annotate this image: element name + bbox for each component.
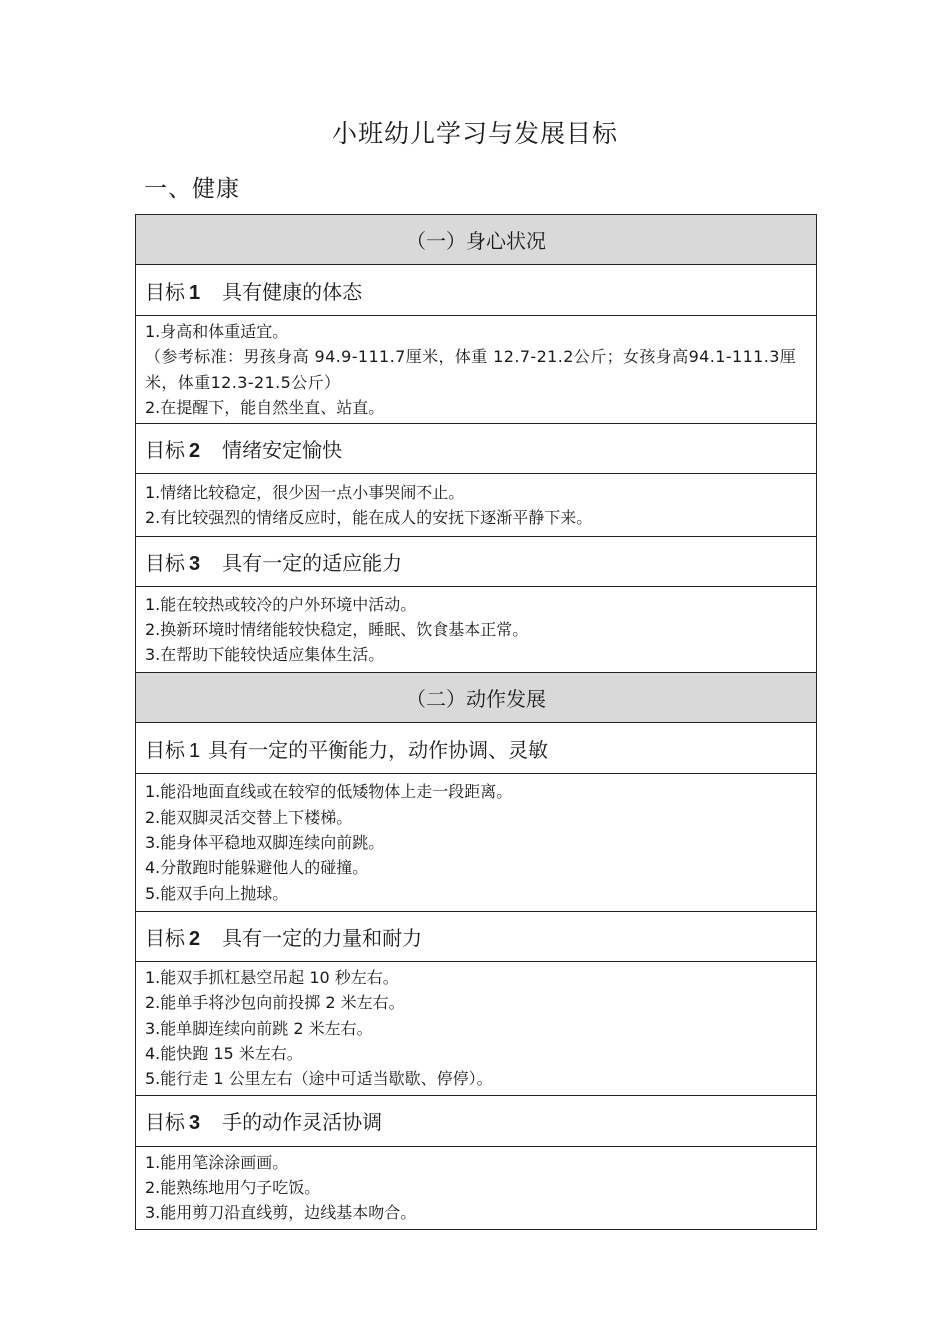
goal-items-row [136, 962, 817, 1095]
goals-table [135, 214, 817, 1230]
goal-prefix: 目标 [145, 438, 185, 463]
goal-item: 4.能快跑 15 米左右。 [145, 1044, 303, 1064]
goal-row [136, 424, 817, 474]
goal-item: 1.情绪比较稳定，很少因一点小事哭闹不止。 [145, 482, 465, 502]
goal-item: 3.在帮助下能较快适应集体生活。 [145, 645, 385, 665]
section-header-row [136, 673, 817, 723]
goal-item: 5.能行走 1 公里左右（途中可适当歇歇、停停）。 [145, 1069, 493, 1089]
goal-number: 3 [189, 1112, 201, 1135]
goal-item: 1.能在较热或较冷的户外环境中活动。 [145, 594, 417, 614]
goal-text: 具有健康的体态 [222, 279, 363, 304]
goal-items [136, 774, 817, 912]
section-heading-health: 一、健康 [144, 176, 240, 202]
goal-prefix: 目标 [145, 1110, 185, 1135]
goal-item: 3.能用剪刀沿直线剪，边线基本吻合。 [145, 1203, 417, 1223]
goal-title [136, 1095, 817, 1146]
goal-row [136, 265, 817, 316]
goal-item: 2.能熟练地用勺子吃饭。 [145, 1177, 321, 1197]
goal-title [136, 537, 817, 587]
goal-item: 1.能沿地面直线或在较窄的低矮物体上走一段距离。 [145, 782, 513, 802]
goal-text: 具有一定的平衡能力，动作协调、灵敏 [208, 737, 549, 762]
goal-prefix: 目标 [145, 551, 185, 576]
goal-item: 2.在提醒下，能自然坐直、站直。 [145, 397, 385, 417]
goal-prefix: 目标 [145, 279, 185, 304]
goal-item: （参考标准：男孩身高 94.9-111.7厘米，体重 12.7-21.2公斤；女孩身高94.1-111.3厘米，体重12.3-21.5公斤） [145, 347, 797, 392]
goal-item: 2.换新环境时情绪能较快稳定，睡眠、饮食基本正常。 [145, 620, 529, 640]
goal-number: 2 [189, 928, 201, 951]
goal-prefix: 目标 [145, 737, 185, 762]
goal-text: 具有一定的力量和耐力 [222, 926, 423, 951]
goal-items-row [136, 587, 817, 673]
section-header: （一）身心状况 [136, 215, 817, 265]
goal-item: 3.能身体平稳地双脚连续向前跳。 [145, 833, 385, 853]
goal-items-row [136, 774, 817, 912]
goal-item: 5.能双手向上抛球。 [145, 883, 289, 903]
goal-row [136, 537, 817, 587]
goal-title [136, 912, 817, 962]
goal-items-row [136, 1146, 817, 1229]
goal-item: 4.分散跑时能躲避他人的碰撞。 [145, 858, 369, 878]
goal-number: 3 [189, 553, 201, 576]
section-header: （二）动作发展 [136, 673, 817, 723]
goal-items [136, 316, 817, 424]
goal-items [136, 1146, 817, 1229]
document-title: 小班幼儿学习与发展目标 [331, 119, 618, 148]
goal-items [136, 587, 817, 673]
goal-item: 1.能双手抓杠悬空吊起 10 秒左右。 [145, 968, 399, 988]
goal-item: 1.身高和体重适宜。 [145, 322, 289, 341]
section-header-row [136, 215, 817, 265]
goal-item: 2.能单手将沙包向前投掷 2 米左右。 [145, 993, 405, 1013]
goal-number: 1 [189, 281, 201, 304]
goal-number: 2 [189, 440, 201, 463]
goal-title [136, 723, 817, 774]
goal-text: 情绪安定愉快 [222, 438, 343, 463]
goal-row [136, 1095, 817, 1146]
goal-title [136, 424, 817, 474]
goal-title [136, 265, 817, 316]
goal-number: 1 [189, 739, 201, 762]
goal-prefix: 目标 [145, 926, 185, 951]
goal-items [136, 474, 817, 537]
goal-items-row [136, 474, 817, 537]
goal-items [136, 962, 817, 1095]
goal-row [136, 912, 817, 962]
goal-items-row [136, 316, 817, 424]
goal-item: 2.有比较强烈的情绪反应时，能在成人的安抚下逐渐平静下来。 [145, 508, 593, 528]
goal-text: 手的动作灵活协调 [222, 1110, 383, 1135]
goal-item: 3.能单脚连续向前跳 2 米左右。 [145, 1018, 373, 1038]
goal-text: 具有一定的适应能力 [222, 551, 403, 576]
goal-item: 2.能双脚灵活交替上下楼梯。 [145, 807, 353, 827]
goal-row [136, 723, 817, 774]
goal-item: 1.能用笔涂涂画画。 [145, 1152, 289, 1172]
